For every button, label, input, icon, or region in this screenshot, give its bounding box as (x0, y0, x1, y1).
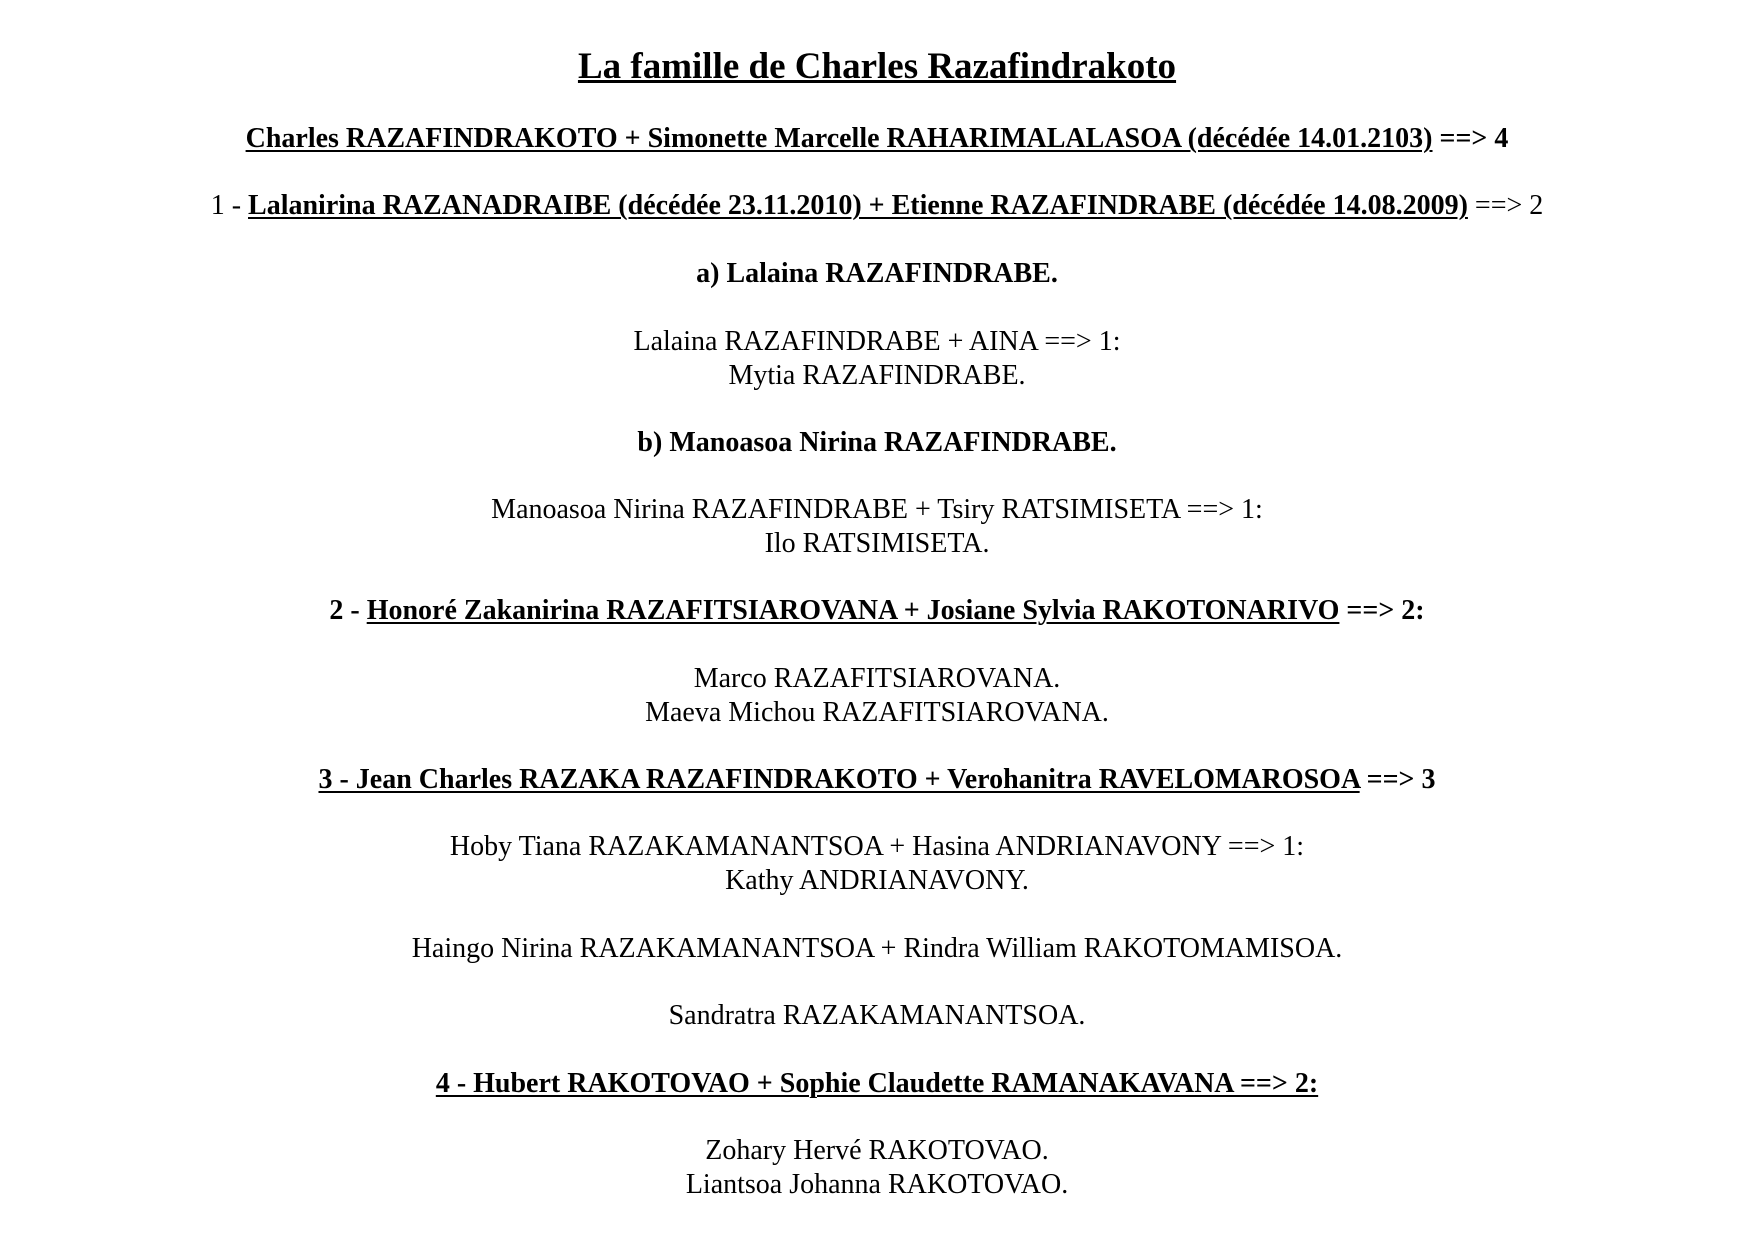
branch-2-couple-line (0, 594, 1754, 628)
branch-1a-heading: a) Lalaina RAZAFINDRABE. (696, 258, 1058, 289)
branch-1-couple: Lalanirina RAZANADRAIBE (décédée 23.11.2010) + Etienne RAZAFINDRABE (décédée 14.08.2009) (248, 190, 1468, 221)
branch-3-child-couple: Haingo Nirina RAZAKAMANANTSOA + Rindra William RAKOTOMAMISOA. (411, 933, 1343, 964)
branch-1b-couple: Manoasoa Nirina RAZAFINDRABE + Tsiry RATSIMISETA ==> 1: (491, 494, 1263, 525)
branch-2-number: 2 - (329, 595, 367, 626)
branch-2-couple: Honoré Zakanirina RAZAFITSIAROVANA + Josiane Sylvia RAKOTONARIVO (366, 595, 1340, 626)
page-title: La famille de Charles Razafindrakoto (577, 46, 1177, 87)
branch-1a-couple: Lalaina RAZAFINDRABE + AINA ==> 1: (633, 326, 1121, 357)
branch-1-children-count: ==> 2 (1467, 190, 1544, 221)
branch-1a-child: Mytia RAZAFINDRABE. (728, 360, 1026, 391)
branch-4-couple: 4 - Hubert RAKOTOVAO + Sophie Claudette RAMANAKAVANA ==> 2: (435, 1068, 1319, 1099)
branch-4-child: Zohary Hervé RAKOTOVAO. (705, 1135, 1049, 1166)
root-couple-line (0, 122, 1754, 156)
branch-3-child: Sandratra RAZAKAMANANTSOA. (668, 1000, 1086, 1031)
branch-3-couple-line (0, 763, 1754, 797)
branch-1b-child: Ilo RATSIMISETA. (764, 528, 990, 559)
branch-1-number: 1 - (210, 190, 249, 221)
branch-3-child-couple: Hoby Tiana RAZAKAMANANTSOA + Hasina ANDRIANAVONY ==> 1: (449, 831, 1305, 862)
root-couple-children-count: ==> 4 (1432, 123, 1509, 154)
branch-2-child: Maeva Michou RAZAFITSIAROVANA. (645, 697, 1109, 728)
branch-2-child: Marco RAZAFITSIAROVANA. (693, 663, 1061, 694)
branch-4-couple-line (0, 1067, 1754, 1101)
root-couple-names: Charles RAZAFINDRAKOTO + Simonette Marcelle RAHARIMALALASOA (décédée 14.01.2103) (245, 123, 1433, 154)
branch-3-children-count: ==> 3 (1359, 764, 1436, 795)
branch-4-child: Liantsoa Johanna RAKOTOVAO. (685, 1169, 1069, 1200)
branch-3-couple: 3 - Jean Charles RAZAKA RAZAFINDRAKOTO + Verohanitra RAVELOMAROSOA (318, 764, 1360, 795)
branch-1b-heading: b) Manoasoa Nirina RAZAFINDRABE. (637, 427, 1117, 458)
branch-3-grandchild: Kathy ANDRIANAVONY. (725, 865, 1029, 896)
branch-1-couple-line (0, 189, 1754, 223)
branch-2-children-count: ==> 2: (1339, 595, 1425, 626)
